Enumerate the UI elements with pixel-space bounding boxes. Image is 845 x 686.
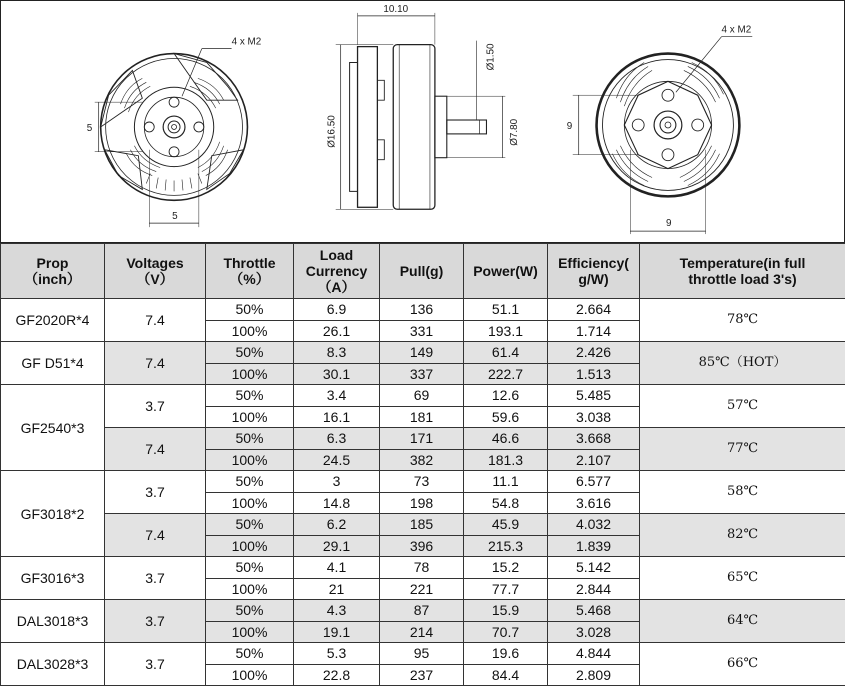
power-cell: 46.6 — [464, 428, 548, 450]
power-cell: 77.7 — [464, 578, 548, 600]
pull-cell: 73 — [380, 471, 464, 493]
efficiency-cell: 2.107 — [548, 449, 640, 471]
pull-cell: 87 — [380, 600, 464, 622]
table-header — [1, 244, 845, 299]
table-row — [1, 643, 845, 665]
prop-header-line: （inch） — [1, 271, 104, 287]
throttle-cell: 100% — [206, 492, 294, 514]
temperature-cell: 82℃ — [640, 514, 845, 557]
throttle-cell: 50% — [206, 299, 294, 321]
efficiency-header-line: Efficiency( — [548, 255, 639, 271]
power-cell: 59.6 — [464, 406, 548, 428]
prop-cell: GF2020R*4 — [1, 299, 105, 342]
efficiency-cell: 3.028 — [548, 621, 640, 643]
table-row — [1, 471, 845, 493]
pull-cell: 95 — [380, 643, 464, 665]
temperature-cell: 58℃ — [640, 471, 845, 514]
temperature-cell: 66℃ — [640, 643, 845, 686]
voltage-cell: 3.7 — [105, 385, 206, 428]
current-cell: 4.1 — [294, 557, 380, 579]
current-cell: 8.3 — [294, 342, 380, 364]
pull-cell: 181 — [380, 406, 464, 428]
current-cell: 21 — [294, 578, 380, 600]
current-header-line: Load — [294, 247, 379, 263]
table-row — [1, 600, 845, 622]
voltage-cell: 7.4 — [105, 299, 206, 342]
pull-cell: 221 — [380, 578, 464, 600]
current-cell: 3 — [294, 471, 380, 493]
voltage-cell: 3.7 — [105, 600, 206, 643]
efficiency-cell: 3.038 — [548, 406, 640, 428]
table-row — [1, 428, 845, 450]
efficiency-cell: 5.142 — [548, 557, 640, 579]
pull-cell: 149 — [380, 342, 464, 364]
throttle-cell: 100% — [206, 664, 294, 686]
current-cell: 4.3 — [294, 600, 380, 622]
voltage-cell: 7.4 — [105, 514, 206, 557]
current-header-line: Currency — [294, 263, 379, 279]
throttle-cell: 50% — [206, 514, 294, 536]
temperature-cell: 57℃ — [640, 385, 845, 428]
current-cell: 29.1 — [294, 535, 380, 557]
pull-cell: 337 — [380, 363, 464, 385]
temperature-header-line: Temperature(in full — [640, 255, 845, 271]
table-row — [1, 514, 845, 536]
temperature-cell: 77℃ — [640, 428, 845, 471]
prop-cell: GF3018*2 — [1, 471, 105, 557]
left-width-dim: 5 — [172, 211, 178, 222]
throttle-cell: 100% — [206, 449, 294, 471]
temperature-cell: 78℃ — [640, 299, 845, 342]
power-cell: 12.6 — [464, 385, 548, 407]
voltage-cell: 3.7 — [105, 557, 206, 600]
power-cell: 61.4 — [464, 342, 548, 364]
left-hole-label: 4 x M2 — [232, 37, 262, 48]
prop-cell: GF D51*4 — [1, 342, 105, 385]
throttle-cell: 50% — [206, 385, 294, 407]
side-shaft-dim: Ø1.50 — [485, 43, 496, 70]
table-row — [1, 342, 845, 364]
power-cell: 70.7 — [464, 621, 548, 643]
power-cell: 215.3 — [464, 535, 548, 557]
header-row — [1, 244, 845, 299]
right-hole-label: 4 x M2 — [722, 25, 752, 36]
power-cell: 15.9 — [464, 600, 548, 622]
current-cell: 19.1 — [294, 621, 380, 643]
pull-cell: 69 — [380, 385, 464, 407]
power-cell: 84.4 — [464, 664, 548, 686]
pull-cell: 171 — [380, 428, 464, 450]
motor-technical-drawing — [0, 0, 845, 243]
performance-table — [0, 243, 845, 686]
throttle-cell: 100% — [206, 363, 294, 385]
throttle-header-line: Throttle — [206, 255, 293, 271]
temperature-cell: 85℃（HOT） — [640, 342, 845, 385]
voltages-header-line: （V） — [105, 271, 205, 287]
voltage-cell: 7.4 — [105, 428, 206, 471]
prop-header-line: Prop — [1, 255, 104, 271]
prop-cell: GF2540*3 — [1, 385, 105, 471]
efficiency-cell: 3.616 — [548, 492, 640, 514]
power-cell: 193.1 — [464, 320, 548, 342]
table-body — [1, 299, 845, 686]
pull-cell: 185 — [380, 514, 464, 536]
efficiency-cell: 6.577 — [548, 471, 640, 493]
voltages-header-line: Voltages — [105, 255, 205, 271]
efficiency-cell: 1.714 — [548, 320, 640, 342]
throttle-cell: 100% — [206, 406, 294, 428]
current-cell: 6.2 — [294, 514, 380, 536]
power-cell: 15.2 — [464, 557, 548, 579]
power-header-line: Power(W) — [464, 263, 547, 279]
throttle-cell: 100% — [206, 535, 294, 557]
current-cell: 6.3 — [294, 428, 380, 450]
temperature-header-line: throttle load 3's) — [640, 271, 845, 287]
right-width-dim: 9 — [666, 218, 672, 229]
efficiency-cell: 3.668 — [548, 428, 640, 450]
throttle-header — [206, 244, 294, 299]
efficiency-header — [548, 244, 640, 299]
pull-cell: 214 — [380, 621, 464, 643]
front-view-left — [95, 49, 248, 228]
power-cell: 19.6 — [464, 643, 548, 665]
efficiency-cell: 5.485 — [548, 385, 640, 407]
right-height-dim: 9 — [567, 121, 573, 132]
efficiency-cell: 5.468 — [548, 600, 640, 622]
efficiency-cell: 1.513 — [548, 363, 640, 385]
throttle-cell: 50% — [206, 643, 294, 665]
temperature-cell: 65℃ — [640, 557, 845, 600]
pull-cell: 78 — [380, 557, 464, 579]
efficiency-cell: 2.664 — [548, 299, 640, 321]
pull-cell: 198 — [380, 492, 464, 514]
temperature-cell: 64℃ — [640, 600, 845, 643]
throttle-cell: 50% — [206, 471, 294, 493]
current-cell: 26.1 — [294, 320, 380, 342]
throttle-cell: 50% — [206, 428, 294, 450]
prop-cell: DAL3028*3 — [1, 643, 105, 686]
pull-cell: 237 — [380, 664, 464, 686]
voltage-cell: 7.4 — [105, 342, 206, 385]
current-cell: 24.5 — [294, 449, 380, 471]
table-row — [1, 557, 845, 579]
current-cell: 30.1 — [294, 363, 380, 385]
current-header-line: （A） — [294, 279, 379, 295]
power-cell: 181.3 — [464, 449, 548, 471]
efficiency-header-line: g/W) — [548, 271, 639, 287]
left-height-dim: 5 — [87, 123, 93, 134]
power-header — [464, 244, 548, 299]
current-cell: 5.3 — [294, 643, 380, 665]
throttle-cell: 100% — [206, 621, 294, 643]
voltage-cell: 3.7 — [105, 643, 206, 686]
side-diameter-dim: Ø16.50 — [327, 115, 338, 148]
throttle-cell: 50% — [206, 600, 294, 622]
power-cell: 54.8 — [464, 492, 548, 514]
current-cell: 16.1 — [294, 406, 380, 428]
power-cell: 51.1 — [464, 299, 548, 321]
front-view-right — [573, 37, 753, 234]
pull-header-line: Pull(g) — [380, 263, 463, 279]
side-boss-dim: Ø7.80 — [509, 118, 520, 145]
pull-cell: 136 — [380, 299, 464, 321]
efficiency-cell: 1.839 — [548, 535, 640, 557]
current-cell: 3.4 — [294, 385, 380, 407]
efficiency-cell: 2.426 — [548, 342, 640, 364]
prop-header — [1, 244, 105, 299]
voltages-header — [105, 244, 206, 299]
power-cell: 45.9 — [464, 514, 548, 536]
pull-cell: 382 — [380, 449, 464, 471]
side-view — [336, 13, 506, 209]
temperature-header — [640, 244, 845, 299]
current-cell: 14.8 — [294, 492, 380, 514]
table-row — [1, 299, 845, 321]
efficiency-cell: 4.032 — [548, 514, 640, 536]
current-header — [294, 244, 380, 299]
throttle-cell: 100% — [206, 578, 294, 600]
current-cell: 6.9 — [294, 299, 380, 321]
efficiency-cell: 2.809 — [548, 664, 640, 686]
throttle-cell: 100% — [206, 320, 294, 342]
prop-cell: GF3016*3 — [1, 557, 105, 600]
pull-cell: 331 — [380, 320, 464, 342]
efficiency-cell: 2.844 — [548, 578, 640, 600]
efficiency-cell: 4.844 — [548, 643, 640, 665]
throttle-cell: 50% — [206, 342, 294, 364]
side-length-dim: 10.10 — [383, 4, 408, 15]
current-cell: 22.8 — [294, 664, 380, 686]
pull-cell: 396 — [380, 535, 464, 557]
throttle-header-line: （%） — [206, 271, 293, 287]
pull-header — [380, 244, 464, 299]
table-row — [1, 385, 845, 407]
power-cell: 11.1 — [464, 471, 548, 493]
throttle-cell: 50% — [206, 557, 294, 579]
voltage-cell: 3.7 — [105, 471, 206, 514]
power-cell: 222.7 — [464, 363, 548, 385]
prop-cell: DAL3018*3 — [1, 600, 105, 643]
